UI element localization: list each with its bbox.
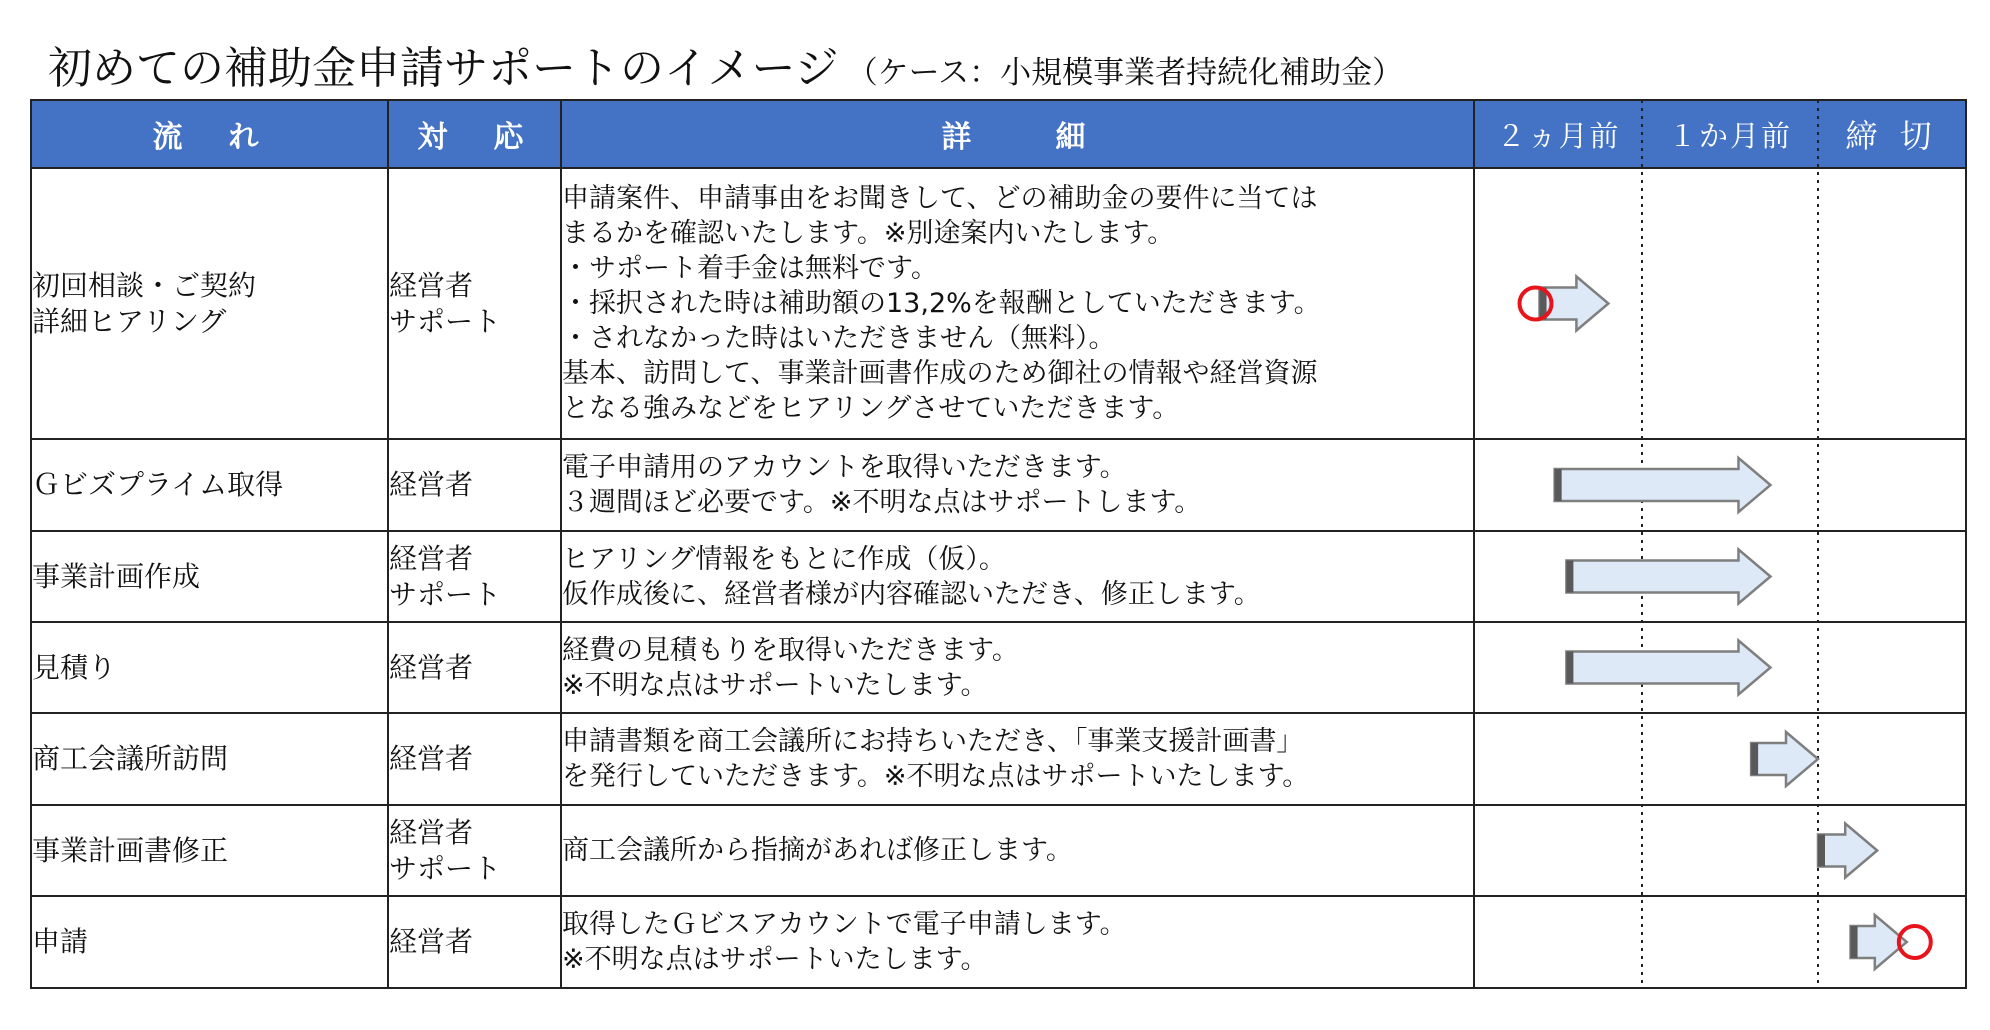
- role-cell-line: サポート: [389, 304, 502, 338]
- flow-cell-line: 初回相談・ご契約: [32, 268, 257, 302]
- header-detail: 詳 細: [561, 100, 1474, 168]
- table-row: [31, 168, 1966, 439]
- detail-cell-line: 申請案件、申請事由をお聞きして、どの補助金の要件に当ては: [562, 183, 1318, 214]
- detail-cell-line: ・されなかった時はいただきません（無料）。: [562, 323, 1116, 354]
- flow-cell-line: 事業計画作成: [32, 559, 201, 593]
- role-cell-line: 経営者: [389, 268, 474, 302]
- timeline-cell: [1474, 713, 1966, 805]
- role-cell: [388, 622, 561, 713]
- timeline-cell: [1474, 896, 1966, 988]
- detail-cell-line: ヒアリング情報をもとに作成（仮）。: [562, 543, 1006, 575]
- flow-cell-line: 申請: [32, 925, 89, 958]
- table-row: [31, 622, 1966, 713]
- detail-cell-line: 経費の見積もりを取得いただきます。: [562, 634, 1019, 666]
- role-cell: [388, 439, 561, 531]
- flow-cell-line: 見積り: [32, 650, 117, 684]
- detail-cell-line: ・サポート着手金は無料です。: [562, 253, 938, 284]
- header-deadline: 締 切: [1818, 100, 1966, 168]
- table-row: [31, 439, 1966, 531]
- detail-cell: [561, 896, 1474, 988]
- detail-cell-line: 仮作成後に、経営者様が内容確認いただき、修正します。: [562, 578, 1261, 610]
- role-cell-line: サポート: [389, 851, 502, 885]
- detail-cell-line: 商工会議所から指摘があれば修正します。: [562, 835, 1073, 866]
- header-role: 対 応: [388, 100, 561, 168]
- header-flow: 流 れ: [31, 100, 388, 168]
- role-cell-line: 経営者: [389, 541, 474, 575]
- timeline-cell: [1474, 168, 1966, 439]
- table-row: [31, 805, 1966, 896]
- flow-cell-line: Ｇビズプライム取得: [32, 468, 284, 501]
- role-cell-line: 経営者: [389, 742, 474, 775]
- table-row: [31, 896, 1966, 988]
- schedule-table: [30, 99, 1967, 989]
- detail-cell: [561, 622, 1474, 713]
- detail-cell: [561, 805, 1474, 896]
- role-cell-line: 経営者: [389, 925, 474, 958]
- detail-cell-line: 基本、訪問して、事業計画書作成のため御社の情報や経営資源: [562, 358, 1318, 389]
- detail-cell-line: ※不明な点はサポートいたします。: [562, 669, 988, 701]
- role-cell: [388, 896, 561, 988]
- flow-cell: [31, 531, 388, 622]
- flow-cell-line: 商工会議所訪問: [32, 742, 229, 775]
- table-row: [31, 713, 1966, 805]
- detail-cell: [561, 168, 1474, 439]
- detail-cell-line: まるかを確認いたします。※別途案内いたします。: [562, 218, 1175, 249]
- role-cell: [388, 168, 561, 439]
- timeline-cell: [1474, 531, 1966, 622]
- header-2months-before: ２ヵ月前: [1474, 100, 1642, 168]
- detail-cell-line: を発行していただきます。※不明な点はサポートいたします。: [562, 761, 1310, 792]
- detail-cell: [561, 531, 1474, 622]
- detail-cell-line: となる強みなどをヒアリングさせていただきます。: [562, 393, 1180, 424]
- flow-cell: [31, 713, 388, 805]
- flow-cell-line: 事業計画書修正: [32, 833, 229, 867]
- title-subtitle: （ケース：小規模事業者持続化補助金）: [846, 55, 1404, 91]
- detail-cell: [561, 713, 1474, 805]
- flow-cell: [31, 622, 388, 713]
- detail-cell-line: 電子申請用のアカウントを取得いただきます。: [562, 452, 1127, 483]
- table-row: [31, 531, 1966, 622]
- role-cell: [388, 531, 561, 622]
- flow-cell: [31, 168, 388, 439]
- header-row: [31, 100, 1966, 168]
- flow-cell: [31, 805, 388, 896]
- role-cell-line: 経営者: [389, 468, 474, 501]
- detail-cell-line: ３週間ほど必要です。※不明な点はサポートします。: [562, 487, 1202, 518]
- timeline-cell: [1474, 805, 1966, 896]
- detail-cell-line: ・採択された時は補助額の13,2%を報酬としていただきます。: [562, 288, 1321, 319]
- role-cell-line: 経営者: [389, 815, 474, 849]
- flow-cell-line: 詳細ヒアリング: [32, 304, 227, 338]
- flow-cell: [31, 896, 388, 988]
- detail-cell-line: ※不明な点はサポートいたします。: [562, 944, 988, 975]
- role-cell: [388, 805, 561, 896]
- timeline-cell: [1474, 622, 1966, 713]
- header-1month-before: １か月前: [1642, 100, 1818, 168]
- role-cell-line: 経営者: [389, 650, 474, 684]
- detail-cell-line: 申請書類を商工会議所にお持ちいただき、「事業支援計画書」: [562, 726, 1304, 757]
- detail-cell: [561, 439, 1474, 531]
- page-title: [48, 32, 1403, 102]
- role-cell-line: サポート: [389, 577, 502, 611]
- role-cell: [388, 713, 561, 805]
- timeline-cell: [1474, 439, 1966, 531]
- detail-cell-line: 取得したＧビスアカウントで電子申請します。: [562, 909, 1127, 940]
- title-main: 初めての補助金申請サポートのイメージ: [48, 43, 839, 94]
- flow-cell: [31, 439, 388, 531]
